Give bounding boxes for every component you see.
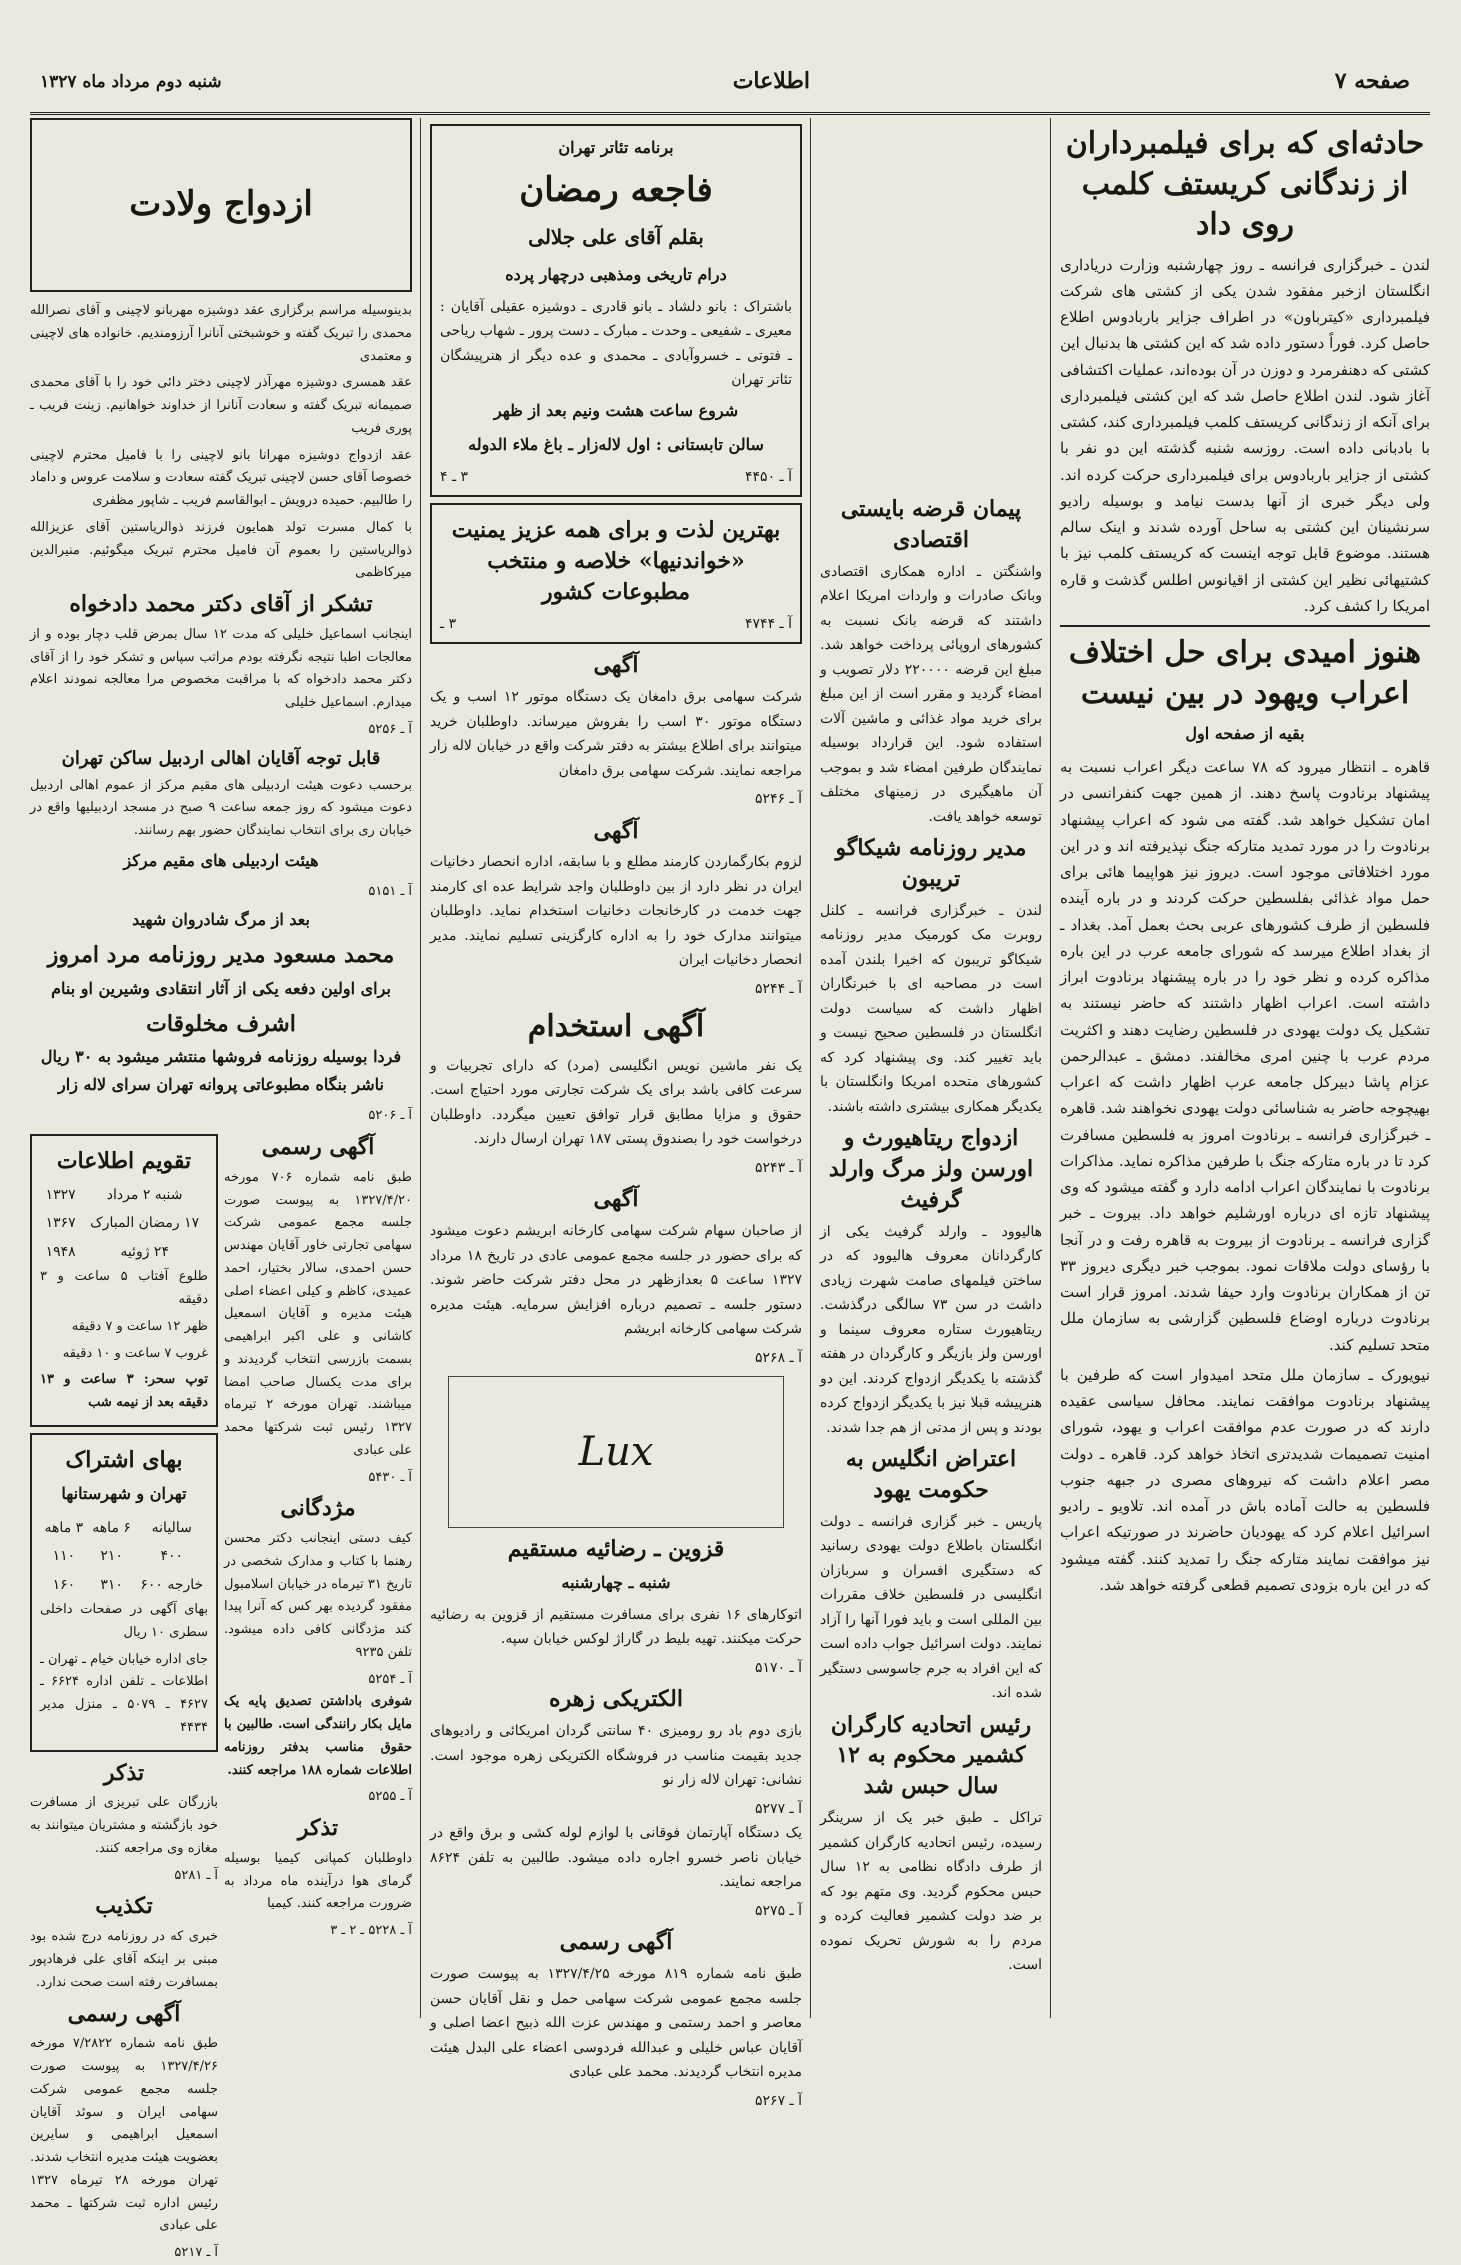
ad-code: آ ـ ۵۴۳۰ <box>368 1469 412 1485</box>
paper-name: اطلاعات <box>732 68 810 94</box>
table-cell: سالیانه <box>151 1519 192 1536</box>
elec-title: الکتریکی زهره <box>549 1686 683 1713</box>
book-ad: برای اولین دفعه یکی از آثار انتقادی وشیرین او بنام <box>51 978 391 998</box>
article-chicago: لندن ـ خبرگزاری فرانسه ـ کلنل روبرت مک کورمیک مدیر روزنامه شیکاگو تریبون که اخیرا بلندن آمده است در مصاحبه ای با خبرنگاران اظهار داشت که سیاست دولت انگلستان در فلسطین صحیح نیست و باید تغییر کند. وی پیشنهاد کرد که کشورهای متحده امریکا وانگلستان با یکدیگر همکاری بیشتری داشته باشند. <box>820 902 1042 1115</box>
ardabil-sig: هیئت اردبیلی های مقیم مرکز <box>123 850 319 870</box>
subscription-title: بهای اشتراک <box>65 1446 183 1473</box>
notice: عقد ازدواج دوشیزه مهرانا بانو لاچینی را با فامیل محترم لاچینی خصوصا آقای حسن لاچینی تبریک گفته سعادت و سلامت عروس و داماد را طالبیم. حمیده درویش ـ ابوالقاسم فریب ـ شاپور مظفری <box>30 447 412 508</box>
headline-protest: اعتراض انگلیس به حکومت یهود <box>845 1446 1017 1503</box>
ad-title: آگهی <box>593 652 639 679</box>
shop-body: یک دستگاه آپارتمان فوقانی با لوازم لوله کشی و برق واقع در خیابان ناصر خسرو اجاره داده میشود. طالبین به تلفن ۸۶۲۴ مراجعه نمایند. <box>430 1825 802 1891</box>
lower-right <box>224 1128 412 2265</box>
reward-body: کیف دستی اینجانب دکتر محسن رهنما با کتاب و مدارک شخصی در تاریخ ۳۱ تیرماه در خیابان اسلامبول مفقود گردیده بهر کس که آنرا پیدا کند مژدگانی کافی داده میشود. تلفن ۹۲۳۵ <box>224 1531 412 1660</box>
table-cell: ۶ ماهه <box>92 1519 131 1536</box>
table-cell: خارجه ۶۰۰ <box>140 1576 204 1593</box>
table-cell: ۱۳۲۷ <box>45 1186 76 1203</box>
denial-title: تکذیب <box>95 1893 153 1920</box>
issue-date: شنبه دوم مرداد ماه ۱۳۲۷ <box>40 72 222 92</box>
logo-text: Lux <box>578 1429 654 1476</box>
article-body-2b: نیویورک ـ سازمان ملل متحد امیدوار است که طرفین با پیشنهاد برنادوت موافقت نمایند. محافل سیاسی عقیده دارند که در صورت عدم موافقت اعراب و یهود، شورای امنیت تصمیمات شدیدتری اتخاذ خواهد کرد. قاهره ـ دولت مصر اعلام داشت که نیروهای مصری در جبهه جنوب فلسطین به حالت آماده باش در آمده اند. تلاویو ـ رادیو اسرائیل اعلام کرد که یهودیان حاضرند در صورتیکه اعراب نیز موافقت نمایند متارکه جنگ را تمدید کنند. گفته میشود که در این باره بزودی تصمیم قطعی گرفته خواهد شد. <box>1060 1365 1430 1594</box>
theatre-program <box>430 124 802 497</box>
official-body: طبق نامه شماره ۷۰۶ مورخه ۱۳۲۷/۴/۲۰ به پیوست صورت جلسه مجمع عمومی شرکت سهامی تجارتی خاور آقایان مهندس حسن احمدی، سالار بختیار، احمد عمیدی، کاظم و کیلی اعضاء اصلی هیئت مدیره و آقایان اسمعیل کاشانی و علی اکبر ابراهیمی بسمت بازرسی انتخاب گردیدند و برای مدت یکسال صاحب امضا میباشند. تهران مورخه ۲ تیرماه ۱۳۲۷ رئیس ثبت شرکتها محمد علی عبادی <box>224 1169 412 1458</box>
banner-ad <box>430 503 802 644</box>
ad-code: آ ـ ۵۲۴۳ <box>755 1159 802 1176</box>
ad-code: آ ـ ۵۲۸۱ <box>174 1867 218 1883</box>
note-title: تذکر <box>297 1815 339 1842</box>
kicker: بقیه از صفحه اول <box>1185 724 1305 743</box>
article-body: لندن ـ خبرگزاری فرانسه ـ روز چهارشنبه وزارت دریاداری انگلستان ازخبر مفقود شدن یکی از کشتی های شرکت فیلمبرداری «کیترباون» در اطراف جزایر باربادوس اطلاع حاصل کرد. فوراً دستور داده شد که این کشتی ها بدنبال این کشتی که دهنفرمرد و دوزن در آن بوده‌اند، عملیات اکتشافی آغاز شود. لندن اطلاع حاصل شد که این کشتی فیلمبرداری برای آنکه از زندگانی کریستف کلمب فیلمبرداری کند، کشتی با بادبانی داده است. روزسه شنبه گذشته این دو نفر با کشتی از جزایر باربادوس برای فیلمبرداری حرکت کرده اند. ولی دیگر خبری از آنها بدست نیامد و بوسیله رادیو سرنشینان این کشتی به ساحل آورده شدند و اینک سالم هستند. موضوع قابل توجه اینست که کریستف کلمب نیز با کشتیهائی نظیر این کشتی از اقیانوس اطلس گذشت و قاره امریکا را کشف کرد. <box>1060 255 1430 615</box>
ad-code: آ ـ ۵۲۷۵ <box>755 1902 802 1919</box>
table-cell: ۲۴ ژوئیه <box>120 1243 169 1260</box>
hire-title: آگهی استخدام <box>527 1009 705 1045</box>
official-title: آگهی رسمی <box>261 1134 375 1161</box>
banner-text: بهترین لذت و برای همه عزیز یمنیت «خواندنیها» خلاصه و منتخب مطبوعات کشور <box>451 517 781 605</box>
col4 <box>30 118 412 2261</box>
ad-code: آ ـ ۵۲۵۴ <box>368 1671 412 1687</box>
ad-code: آ ـ ۵۲۷۷ <box>755 1800 802 1817</box>
hire-body: یک نفر ماشین نویس انگلیسی (مرد) که دارای تجربیات و سرعت کافی باشد برای یک شرکت تجارتی مورد احتیاج است. حقوق و مزایا مطابق قرار توافق تعیین میگردد. داوطلبان درخواست خود را بصندوق پستی ۱۸۷ تهران ارسال دارند. <box>430 1057 802 1148</box>
travel-title: قزوین ـ رضائیه مستقیم <box>507 1536 725 1563</box>
table-cell: ۱۹۴۸ <box>45 1243 76 1260</box>
table-row <box>40 1209 208 1238</box>
thanks-title: تشکر از آقای دکتر محمد دادخواه <box>69 591 373 617</box>
notice-body: بازرگان علی تبریزی از مسافرت خود بازگشته و مشتریان میتوانند به مغازه وی مراجعه کنند. <box>30 1795 218 1856</box>
article-body-2: قاهره ـ انتظار میرود که ۷۸ ساعت دیگر اعراب نسبت به پیشنهاد برنادوت پاسخ دهند. از همین جهت کنفرانسی در امان تشکیل خواهد شد. گفته می شود که اعراب پیشنهاد برنادوت را در مورد تمدید متارکه جنگ نپذیرفته اند و در این مورد اختلافاتی موجود است. دیروز نیز هواپیما هائی برای حمل مواد غذائی بفلسطین حرکت کردند و در باره آینده فلسطین از طرف کشورهای عربی بحث بعمل آمد. بغداد ـ از بغداد اطلاع میرسد که شورای جامعه عرب در این باره مذاکره کرده و نظر خود را در باره پیشنهاد برنادوت ابراز داشته است. اعراب اظهار داشتند که حاضر نیستند به تشکیل یک دولت یهودی در فلسطین رضایت دهند و اکثریت مردم عرب با چنین امری مخالفند. دمشق ـ عبدالرحمن عزام پاشا دبیرکل جامعه عرب اظهار داشت که اعراب بهیچوجه حاضر به شناسائی دولت یهودی نخواهند شد. قاهره ـ خبرگزاری فرانسه ـ برنادوت امروز به فلسطین مسافرت کرد تا در باره متارکه جنگ با طرفین مذاکره نماید. مذاکرات برنادوت با نمایندگان اعراب ادامه دارد و گفته میشود که وی پیشنهاد تازه ای درباره اورشلیم خواهد داد. بیروت ـ خبر گزاری فرانسه ـ برنادوت از بیروت به قاهره رفت و در آنجا با رؤسای دولت ملاقات نمود. بموجب خبر دیگری دیروز ۳۳ تن از همکاران برنادوت وارد حیفا شدند. امروز قرار است برنادوت درباره اوضاع فلسطین گزارشی به سازمان ملل متحد تسلیم کند. <box>1060 758 1430 1354</box>
table-cell: ۱۳۶۷ <box>45 1215 76 1232</box>
lower-split <box>30 1128 412 2265</box>
thanks-body: اینجانب اسماعیل خلیلی که مدت ۱۲ سال بمرض قلب دچار بوده و از معالجات اطبا نتیجه نگرفته بودم مراتب سپاس و تشکر خود را از آقای دکتر محمد دادخواه که با مراقبت مخصوص مرا معالجه نمودند اعلام میدارم. اسماعیل خلیلی <box>30 626 412 711</box>
ad-code: آ ـ ۴۷۴۴ <box>745 615 792 632</box>
subscription-table <box>40 1514 208 1600</box>
book-ad: بعد از مرگ شادروان شهید <box>132 909 310 929</box>
notice: عقد همسری دوشیزه مهرآذر لاچینی دختر دائی خود را با آقای محمدی صمیمانه تبریک گفته و سعادت آنانرا از خداوند خواهانیم. زینت فریب ـ پوری فریب <box>30 375 412 436</box>
play-cast: باشتراک : بانو دلشاد ـ بانو قادری ـ دوشیزه عقیلی آقایان : معیری ـ شفیعی ـ وحدت ـ مبارک ـ دست پرور ـ شهاب ریاحی ـ فتوتی ـ خسروآبادی ـ محمدی و عده دیگر از هنرپیشگان تئاتر تهران <box>440 298 792 389</box>
headline-chicago: مدیر روزنامه شیکاگو تریبون <box>835 835 1027 892</box>
denial-body: خبری که در روزنامه درج شده بود مبنی بر اینکه آقای علی فرهادپور بمسافرت رفته است صحت ندارد. <box>30 1929 218 1990</box>
ad-code: آ ـ ۵۲۴۴ <box>755 980 802 997</box>
table-row <box>40 1542 208 1571</box>
ad-code: آ ـ ۵۲۴۶ <box>755 791 802 808</box>
headline-2: هنوز امیدی برای حل اختلاف اعراب ویهود در بین نیست <box>1060 625 1430 714</box>
book-ad: فردا بوسیله روزنامه فروشها منتشر میشود به ۳۰ ریال ناشر بنگاه مطبوعاتی پروانه تهران سرای لاله زار <box>40 1047 402 1095</box>
col1 <box>1060 118 1430 2018</box>
table-cell: ۳ ماهه <box>44 1519 84 1536</box>
headline-hollywood: ازدواج ریتاهیورث و اورسن ولز مرگ وارلد گرفیث <box>828 1125 1034 1213</box>
address: جای اداره خیابان خیام ـ تهران ـ اطلاعات ـ تلفن اداره ۶۶۲۴ ـ ۴۶۲۷ ـ ۵۰۷۹ ـ منزل مدیر ۴۴۳۴ <box>40 1651 208 1735</box>
calendar-box <box>30 1134 218 1427</box>
ad-body: لزوم بکارگماردن کارمند مطلع و با سابقه، اداره انحصار دخانیات ایران در نظر دارد از بین داوطلبان واجد شرایط عده ای کارمند جهت خدمت در کارخانجات دخانیات استخدام نماید. داوطلبان میتوانند مدارک خود را به اداره کارگزینی تسلیم نمایند. مدیر انحصار دخانیات ایران <box>430 854 802 969</box>
official-body: طبق نامه شماره ۸۱۹ مورخه ۱۳۲۷/۴/۲۵ به پیوست صورت جلسه مجمع عمومی شرکت سهامی حمل و نقل آقایان حسن معاصر و احمد رستمی و مهندس عزت الله ذبیح اعضا اصلی و آقایان عباس خلیلی و عبدالله فردوسی اعضاء علی البدل هیئت مدیره انتخاب گردیدند. محمد علی عبادی <box>430 1966 802 2081</box>
play-genre: درام تاریخی ومذهبی درچهار پرده <box>505 264 727 284</box>
calendar-line: غروب ۷ ساعت و ۱۰ دقیقه <box>62 1345 208 1361</box>
table-row <box>40 1238 208 1267</box>
table-cell: ۱۷ رمضان المبارک <box>90 1215 200 1232</box>
play-time: شروع ساعت هشت ونیم بعد از ظهر <box>493 400 739 420</box>
ad-code: آ ـ ۵۱۷۰ <box>755 1659 802 1676</box>
headline: حادثه‌ای که برای فیلمبرداران از زندگانی کریستف کلمب روی داد <box>1065 126 1425 242</box>
ad-code: آ ـ ۵۱۵۱ <box>368 883 412 899</box>
page-number: صفحه ۷ <box>1334 68 1410 94</box>
reward-title: مژدگانی <box>280 1495 356 1522</box>
sahar-time: توپ سحر: ۳ ساعت و ۱۳ دقیقه بعد از نیمه شب <box>40 1372 208 1411</box>
ad-code: آ ـ ۵۲۰۶ <box>368 1108 412 1124</box>
official-title: آگهی رسمی <box>559 1929 673 1956</box>
lower-left <box>30 1128 218 2265</box>
notice: بدینوسیله مراسم برگزاری عقد دوشیزه مهربانو لاچینی و آقای نصرالله محمدی را تبریک گفته و خوشبختی آنانرا آرزومندیم. خانواده های لاچینی و معتمدی <box>30 303 412 364</box>
subscription-sub: تهران و شهرستانها <box>61 1483 187 1503</box>
ardabil-body: برحسب دعوت هیئت اردبیلی های مقیم مرکز از عموم اهالی اردبیل دعوت میشود که روز جمعه ساعت ۹ صبح در مسجد اردبیلیها واقع در خیابان ری برای انتخاب نمایندگان حضور بهم رسانند. <box>30 777 412 839</box>
table-cell: ۱۱۰ <box>52 1548 76 1565</box>
ad-code: آ ـ ۵۲۱۷ <box>174 2245 218 2261</box>
ardabil-title: قابل توجه آقایان اهالی اردبیل ساکن تهران <box>61 747 381 769</box>
masthead <box>30 60 1430 115</box>
ad-title: آگهی <box>593 1186 639 1213</box>
driver-ad: شوفری باداشتن تصدیق پایه یک مایل بکار رانندگی است. طالبین با حقوق مناسب بدفتر روزنامه اطلاعات شماره ۱۸۸ مراجعه کنند. <box>224 1694 412 1778</box>
play-venue: سالن تابستانی : اول لاله‌زار ـ باغ ملاء الدوله <box>468 434 764 454</box>
article-protest: پاریس ـ خبر گزاری فرانسه ـ دولت انگلستان باطلاع دولت یهودی رسانید که دستگیری افسران و سربازان انگلیسی در فلسطین خلاف مقررات بین المللی است و باید فورا آنها را آزاد نمایند. دولت اسرائیل جواب داده است که این افراد به جرم جاسوسی دستگیر شده اند. <box>820 1513 1042 1702</box>
notice: با کمال مسرت تولد همایون فرزند ذوالریاستین آقای عزیزالله ذوالریاستین را بعموم آن فامیل محترم تبریک میگوئیم. منیرالدین میرکاظمی <box>30 519 412 581</box>
subscription-note: بهای آگهی در صفحات داخلی سطری ۱۰ ریال <box>40 1602 208 1640</box>
calendar-line: ظهر ۱۲ ساعت و ۷ دقیقه <box>71 1318 208 1334</box>
table-cell: ۲۱۰ <box>100 1548 123 1565</box>
book-title: اشرف مخلوقات <box>146 1010 296 1037</box>
book-ad: محمد مسعود مدیر روزنامه مرد امروز <box>47 941 395 968</box>
ad-code: آ ـ ۴۴۵۰ <box>745 468 792 485</box>
col2 <box>820 490 1042 2020</box>
elec-body: بازی دوم باد رو رومیزی ۴۰ سانتی گردان امریکائی و رادیوهای جدید بقیمت مناسب در فروشگاه الکتریکی زهره موجود است. نشانی: تهران لاله زار نو <box>430 1723 802 1789</box>
program-title: برنامه تئاتر تهران <box>558 138 674 157</box>
table-row <box>40 1181 208 1210</box>
lux-logo <box>448 1376 785 1528</box>
ad-body: شرکت سهامی برق دامغان یک دستگاه موتور ۱۲ اسب و یک دستگاه موتور ۳۰ اسب را بفروش میرساند. داوطلبان خرید میتوانند برای اطلاع بیشتر به دفتر شرکت واقع در خیابان لاله زار مراجعه نمایند. شرکت سهامی برق دامغان <box>430 689 802 779</box>
official-title: آگهی رسمی <box>67 2000 181 2027</box>
travel-days: شنبه ـ چهارشنبه <box>561 1572 671 1592</box>
play-author: بقلم آقای علی جلالی <box>528 224 704 249</box>
notice-title: تذکر <box>103 1759 145 1786</box>
ad-code: آ ـ ۵۲۵۵ <box>368 1789 412 1805</box>
article-kashmir: تراکل ـ طبق خبر یک از سرینگر رسیده، رئیس اتحادیه کارگران کشمیر از طرف دادگاه نظامی به ۱۲ سال حبس محکوم گردید. وی متهم بود که بر ضد دولت کشمیر فعالیت کرده و مردم را به شورش تحریک نموده است. <box>820 1810 1042 1974</box>
ad-code: آ ـ ۵۲۶۷ <box>755 2092 802 2109</box>
official-body: طبق نامه شماره ۷/۲۸۲۲ مورخه ۱۳۲۷/۴/۲۶ به پیوست صورت جلسه مجمع عمومی شرکت سهامی ایران و سوئد آقایان اسمعیل ابراهیمی و سایرین بعضویت هیئت مدیره انتخاب شدند. تهران مورخه ۲۸ تیرماه ۱۳۲۷ رئیس اداره ثبت شرکتها ـ محمد علی عبادی <box>30 2036 219 2234</box>
wedding-header <box>30 118 412 292</box>
table-cell: شنبه ۲ مرداد <box>106 1186 183 1203</box>
ad-code: ۳ ـ ۴ <box>440 468 469 485</box>
ad-code: آ ـ ۵۲۶۸ <box>755 1349 802 1366</box>
ad-code: ۳ ـ <box>440 615 457 632</box>
ad-body: از صاحبان سهام شرکت سهامی کارخانه ابریشم دعوت میشود که برای حضور در جلسه مجمع عمومی عادی در تاریخ ۱۸ مرداد ۱۳۲۷ ساعت ۵ بعدازظهر در محل دفتر شرکت حاضر شوند. دستور جلسه ـ تصمیم درباره افزایش سرمایه. هیئت مدیره شرکت سهامی کارخانه ابریشم <box>430 1223 802 1338</box>
headline-loan: پیمان قرضه بایستی اقتصادی <box>840 496 1022 553</box>
subscription-box <box>30 1433 218 1752</box>
table-cell: ۴۰۰ <box>160 1548 184 1565</box>
travel-body: اتوکارهای ۱۶ نفری برای مسافرت مستقیم از قزوین به رضائیه حرکت میکنند. تهیه بلیط در گاراژ لوکس خیابان سپه. <box>430 1606 802 1648</box>
col3 <box>430 118 802 2109</box>
wedding-title: ازدواج ولادت <box>129 184 313 225</box>
ad-code: آ ـ ۵۲۵۶ <box>368 721 412 737</box>
table-cell: ۱۶۰ <box>52 1576 76 1593</box>
headline-kashmir: رئیس اتحادیه کارگران کشمیر محکوم به ۱۲ سال حبس شد <box>830 1711 1032 1800</box>
table-row <box>40 1514 208 1543</box>
article-loan: واشنگتن ـ اداره همکاری اقتصادی وبانک صادرات و واردات امریکا اعلام داشتند که قرضه بانک نسبت به کشورهای اروپائی پرداخت خواهد شد. مبلغ این قرضه ۲۲۰۰۰۰ دلار تصویب و امضاء گردید و مقرر است از این مبلغ برای خرید مواد غذائی و ماشین آلات استفاده شود. این قرارداد بوسیله نمایندگان طرفین امضاء شد و بموجب آن ماهیگیری در زمینهای مختلف توسعه خواهد یافت. <box>820 563 1042 825</box>
note-body: داوطلبان کمپانی کیمیا بوسیله گرمای هوا درآینده ماه مرداد به ضرورت مراجعه کنند. کیمیا <box>224 1850 412 1912</box>
calendar-title: تقویم اطلاعات <box>56 1148 192 1175</box>
table-row <box>40 1571 208 1600</box>
table-cell: ۳۱۰ <box>100 1576 123 1593</box>
calendar-line: طلوع آفتاب ۵ ساعت و ۳ دقیقه <box>40 1269 208 1308</box>
ad-title: آگهی <box>593 817 639 844</box>
calendar-table <box>40 1181 208 1267</box>
ad-code: آ ـ ۵۲۲۸ ـ ۲ ـ ۳ <box>330 1923 412 1939</box>
article-hollywood: هالیوود ـ وارلد گرفیث یکی از کارگردانان معروف هالیوود که در ساختن فیلمهای صامت شهرت زیادی داشت در سن ۷۳ سالگی درگذشت. ریتاهیورث ستاره معروف سینما و اورسن ولز بازیگر و کارگردان در هفته گذشته با یکدیگر ازدواج کردند. این دو هنرپیشه قبلا نیز با یکدیگر ازدواج کرده بودند و پس از مدتی از هم جدا شدند. <box>820 1223 1042 1436</box>
play-title: فاجعه رمضان <box>519 170 713 210</box>
